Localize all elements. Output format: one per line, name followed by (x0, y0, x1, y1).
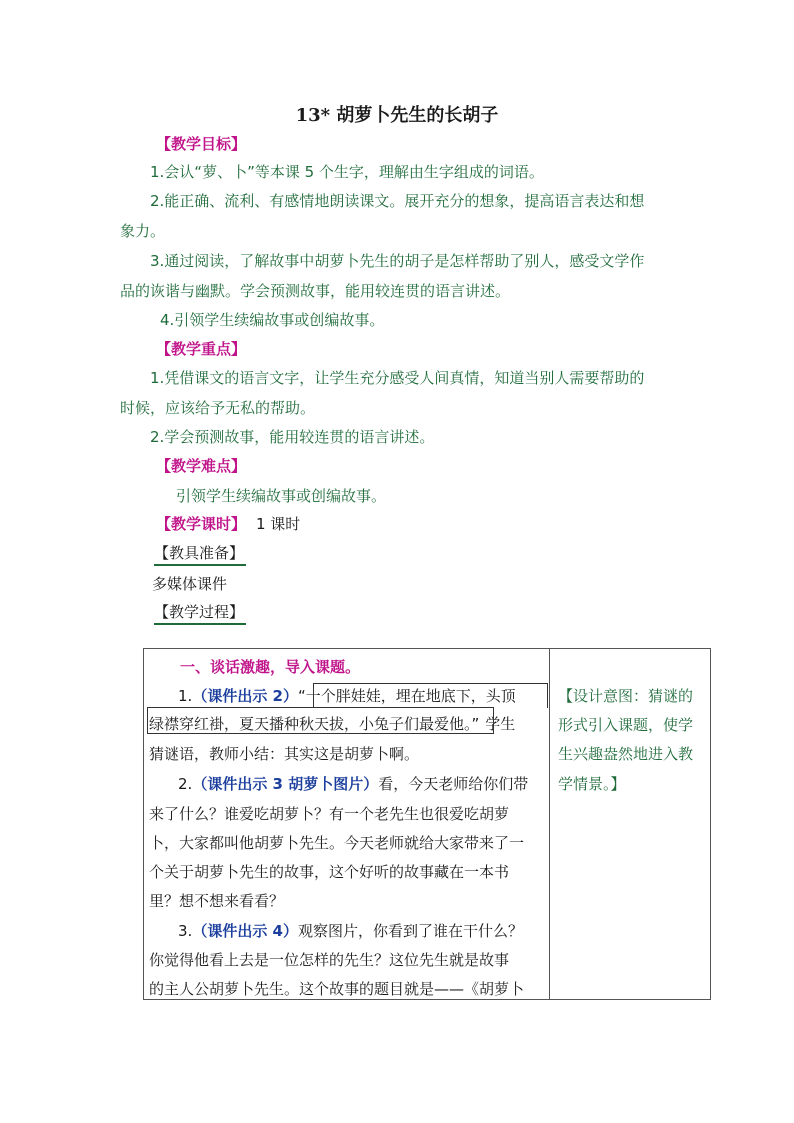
riddle-line-2: 绿襟穿红褂，夏天播种秋天拔，小兔子们最爱他。 (149, 715, 472, 733)
design-intent-line-3: 生兴趣盎然地进入教 (558, 745, 694, 763)
design-intent-line-1: 【设计意图：猜谜的 (558, 687, 694, 705)
goal-item-2-line-2: 象力。 (120, 222, 166, 240)
goal-item-4: 4.引领学生续编故事或创编故事。 (160, 311, 385, 329)
design-intent-line-4: 学情景。】 (558, 775, 626, 793)
riddle-line-1: 一个胖娃娃，埋在地底下，头顶 (305, 687, 516, 705)
paragraph-2-tag: （课件出示 3 胡萝卜图片） (192, 775, 379, 793)
paragraph-2-line-2: 来了什么？谁爱吃胡萝卜？有一个老先生也很爱吃胡萝 (149, 805, 510, 823)
goal-item-1: 1.会认“萝、卜”等本课 5 个生字，理解由生字组成的词语。 (150, 163, 544, 181)
paragraph-2-line-1 (178, 774, 528, 794)
goal-item-3-line-1: 3.通过阅读，了解故事中胡萝卜先生的胡子是怎样帮助了别人，感受文学作 (150, 252, 645, 270)
design-intent-line-2: 形式引入课题，使学 (558, 716, 694, 734)
materials-text: 多媒体课件 (152, 575, 228, 593)
paragraph-2-line-5: 里？想不想来看看？ (149, 892, 285, 910)
paragraph-3-line-3: 的主人公胡萝卜先生。这个故事的题目就是——《胡萝卜 (149, 980, 525, 998)
paragraph-2-line-3: 卜，大家都叫他胡萝卜先生。今天老师就给大家带来了一 (149, 834, 525, 852)
paragraph-2-line-4: 个关于胡萝卜先生的故事，这个好听的故事藏在一本书 (149, 863, 510, 881)
paragraph-2-number: 2. (178, 775, 193, 793)
paragraph-1-line-3: 猜谜语，教师小结：其实这是胡萝卜啊。 (149, 745, 420, 763)
paragraph-1-close-quote: ” (471, 715, 480, 733)
paragraph-1-number: 1. (178, 687, 193, 705)
paragraph-1-after: 学生 (485, 715, 516, 733)
key-point-1-line-2: 时候，应该给予无私的帮助。 (120, 399, 316, 417)
paragraph-2-rest: 看，今天老师给你们带 (378, 775, 529, 793)
goals-heading: 【教学目标】 (156, 135, 247, 153)
riddle-box-top (313, 683, 548, 708)
paragraph-3-tag: （课件出示 4） (192, 922, 298, 940)
section-title: 一、谈话激趣，导入课题。 (180, 658, 361, 676)
difficulties-text: 引领学生续编故事或创编故事。 (176, 487, 387, 505)
key-points-heading: 【教学重点】 (156, 340, 247, 358)
paragraph-1-tag: （课件出示 2） (192, 687, 298, 705)
difficulties-heading: 【教学难点】 (156, 457, 247, 475)
riddle-box-bottom (147, 707, 494, 734)
paragraph-3-number: 3. (178, 922, 193, 940)
key-point-2: 2.学会预测故事，能用较连贯的语言讲述。 (150, 428, 435, 446)
class-hours-heading: 【教学课时】 (156, 515, 247, 533)
page-title: 13* 胡萝卜先生的长胡子 (295, 105, 499, 126)
class-hours-value: 1 课时 (256, 515, 301, 533)
process-heading: 【教学过程】 (154, 602, 246, 625)
paragraph-1-open-quote: “ (297, 687, 306, 705)
paragraph-3-line-2: 你觉得他看上去是一位怎样的先生？这位先生就是故事 (149, 951, 510, 969)
key-point-1-line-1: 1.凭借课文的语言文字，让学生充分感受人间真情，知道当别人需要帮助的 (150, 369, 645, 387)
paragraph-3-line-1 (178, 921, 523, 941)
materials-heading: 【教具准备】 (154, 543, 246, 566)
goal-item-3-line-2: 品的诙谐与幽默。学会预测故事，能用较连贯的语言讲述。 (120, 282, 511, 300)
paragraph-3-rest: 观察图片，你看到了谁在干什么？ (297, 922, 523, 940)
goal-item-2-line-1: 2.能正确、流利、有感情地朗读课文。展开充分的想象，提高语言表达和想 (150, 192, 645, 210)
